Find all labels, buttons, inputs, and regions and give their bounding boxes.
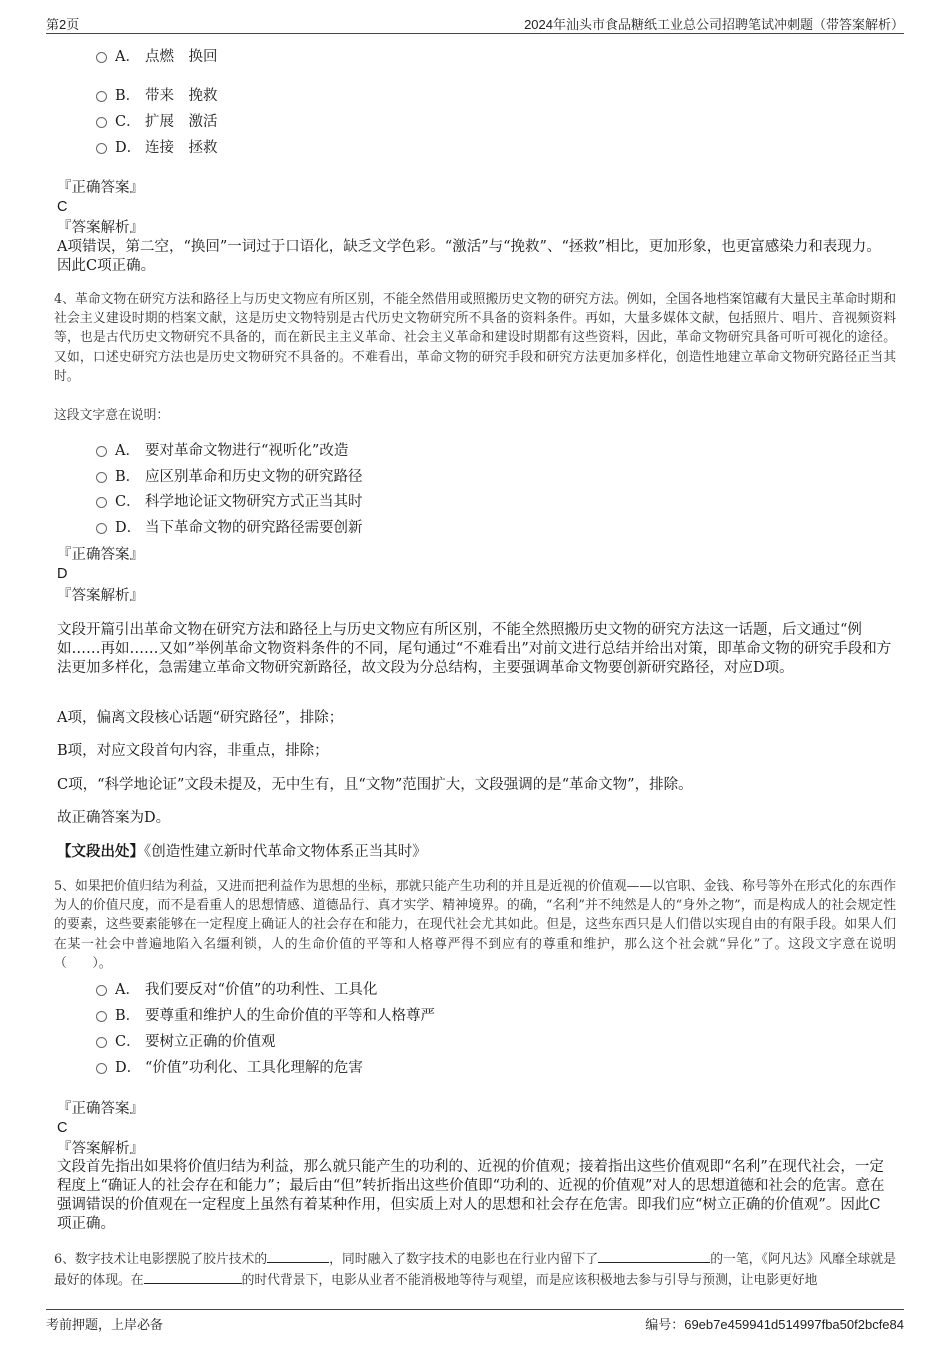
q4-option-d[interactable]: D． 当下革命文物的研究路径需要创新: [96, 518, 363, 538]
document-id: 编号：69eb7e459941d514997fba50f2bcfe84: [645, 1317, 904, 1332]
source-label: 【文段出处】: [57, 844, 144, 860]
q3-option-a[interactable]: A． 点燃 换回: [96, 47, 218, 67]
q5-option-c[interactable]: C． 要树立正确的价值观: [96, 1032, 276, 1052]
q4-stem: 4、革命文物在研究方法和路径上与历史文物应有所区别，不能全然借用或照搬历史文物的研究方法。例如，全国各地档案馆藏有大量民主革命时期和社会主义建设时期的档案文献，这是历史文物特别是古代历史文物研究所不具备的资料条件。再如，大量多媒体文献，包括照片、唱片、音视频资料等，也是古代历史文物研究不具备的，而在新民主主义革命、社会主义革命和建设时期都有这些资料，因此，革命文物研究具备可听可视化的途径。又如，口述史研究方法也是历史文物研究不具备的。不难看出，革命文物的研究手段和研究方法更加多样化，创造性地建立革命文物研究路径正当其时。: [54, 292, 896, 384]
q5-stem: 5、如果把价值归结为利益，又进而把利益作为思想的坐标，那就只能产生功利的并且是近视的价值观——以官职、金钱、称号等外在形式化的东西作为人的价值尺度，而不是看重人的思想情感、道德品行、真才实学、精神境界。的确，“名利”并不纯然是人的“身外之物”，而是构成人的社会规定性的要素，这些要素能够在一定程度上确证人的社会存在和能力，在现代社会尤其如此。但是，这些东西只是人们借以实现自由的有限手段。如果人们在某一社会中普遍地陷入名缰利锁，人的生命价值的平等和人格尊严得不到应有的尊重和维护，那么这个社会就“异化”了。这段文字意在说明（ ）。: [54, 879, 896, 971]
radio-icon[interactable]: [96, 497, 107, 508]
source-title: 《创造性建立新时代革命文物体系正当其时》: [144, 844, 427, 860]
q5-option-a[interactable]: A． 我们要反对“价值”的功利性、工具化: [96, 980, 377, 1000]
q4-prompt: 这段文字意在说明：: [54, 408, 170, 423]
header-divider: [46, 33, 904, 34]
footer-slogan: 考前押题，上岸必备: [46, 1317, 164, 1332]
radio-icon[interactable]: [96, 472, 107, 483]
q6-stem: 6、数字技术让电影摆脱了胶片技术的 ，同时融入了数字技术的电影也在行业内留下了 的一笔，《阿凡达》风靡全球就是最好的体现。在 的时代背景下，电影从业者不能消极地等待与观望，而是应该积极地去参与引导与预测，让电影更好地: [54, 1248, 896, 1290]
fill-blank-2[interactable]: [598, 1248, 710, 1263]
radio-icon[interactable]: [96, 985, 107, 996]
page-number: 第2页: [46, 17, 80, 32]
footer-divider: [46, 1309, 904, 1310]
q3-analysis-label: 『答案解析』: [57, 220, 144, 236]
q3-answer: C: [57, 199, 68, 215]
q5-option-b[interactable]: B． 要尊重和维护人的生命价值的平等和人格尊严: [96, 1006, 435, 1026]
q3-answer-label: 『正确答案』: [57, 180, 144, 196]
q4-analysis-a: A项，偏离文段核心话题“研究路径”，排除；: [57, 710, 344, 726]
radio-icon[interactable]: [96, 91, 107, 102]
q4-source: [57, 843, 893, 862]
page-header: [46, 12, 904, 32]
q4-analysis-conclusion: 故正确答案为D。: [57, 810, 171, 826]
q5-analysis: 文段首先指出如果将价值归结为利益，那么就只能产生的功利的、近视的价值观；接着指出这些价值观即“名利”在现代社会，一定程度上“确证人的社会存在和能力”；最后由“但”转折指出这些价值即“功利的、近视的价值观”对人的思想道德和社会的危害。意在强调错误的价值观在一定程度上虽然有着某种作用，但实质上对人的思想和社会存在危害。即我们应“树立正确的价值观”。因此C项正确。: [57, 1159, 885, 1232]
q5-answer-label: 『正确答案』: [57, 1101, 144, 1117]
radio-icon[interactable]: [96, 523, 107, 534]
q4-answer: D: [57, 566, 68, 582]
q5-analysis-label: 『答案解析』: [57, 1141, 144, 1157]
q4-analysis-b: B项，对应文段首句内容，非重点，排除；: [57, 743, 329, 759]
q5-option-d[interactable]: D． “价值”功利化、工具化理解的危害: [96, 1058, 363, 1078]
radio-icon[interactable]: [96, 1063, 107, 1074]
q4-analysis-c: C项，“科学地论证”文段未提及，无中生有，且“文物”范围扩大，文段强调的是“革命文物”，排除。: [57, 777, 693, 793]
radio-icon[interactable]: [96, 117, 107, 128]
q4-option-c[interactable]: C． 科学地论证文物研究方式正当其时: [96, 492, 363, 512]
document-title: 2024年汕头市食品糖纸工业总公司招聘笔试冲刺题（带答案解析）: [524, 17, 904, 32]
q4-option-a[interactable]: A． 要对革命文物进行“视听化”改造: [96, 441, 348, 461]
page-footer: [46, 1314, 904, 1334]
radio-icon[interactable]: [96, 52, 107, 63]
radio-icon[interactable]: [96, 446, 107, 457]
q5-answer: C: [57, 1120, 68, 1136]
q3-option-c[interactable]: C． 扩展 激活: [96, 112, 218, 132]
q3-analysis: A项错误，第二空，“换回”一词过于口语化，缺乏文学色彩。“激活”与“挽救”、“拯救”相比，更加形象，也更富感染力和表现力。因此C项正确。: [57, 239, 881, 274]
q4-analysis-label: 『答案解析』: [57, 588, 144, 604]
fill-blank-3[interactable]: [144, 1269, 242, 1284]
q3-option-d[interactable]: D． 连接 拯救: [96, 138, 218, 158]
q4-option-b[interactable]: B． 应区别革命和历史文物的研究路径: [96, 467, 363, 487]
radio-icon[interactable]: [96, 1011, 107, 1022]
radio-icon[interactable]: [96, 143, 107, 154]
q4-analysis-body: 文段开篇引出革命文物在研究方法和路径上与历史文物应有所区别，不能全然照搬历史文物的研究方法这一话题，后文通过“例如……再如……又如”举例革命文物资料条件的不同，尾句通过“不难看出”对前文进行总结并给出对策，即革命文物的研究手段和方法更加多样化，急需建立革命文物研究新路径，故文段为分总结构，主要强调革命文物要创新研究路径，对应D项。: [57, 622, 892, 676]
radio-icon[interactable]: [96, 1037, 107, 1048]
q4-answer-label: 『正确答案』: [57, 547, 144, 563]
fill-blank-1[interactable]: [267, 1248, 329, 1263]
q3-option-b[interactable]: B． 带来 挽救: [96, 86, 218, 106]
